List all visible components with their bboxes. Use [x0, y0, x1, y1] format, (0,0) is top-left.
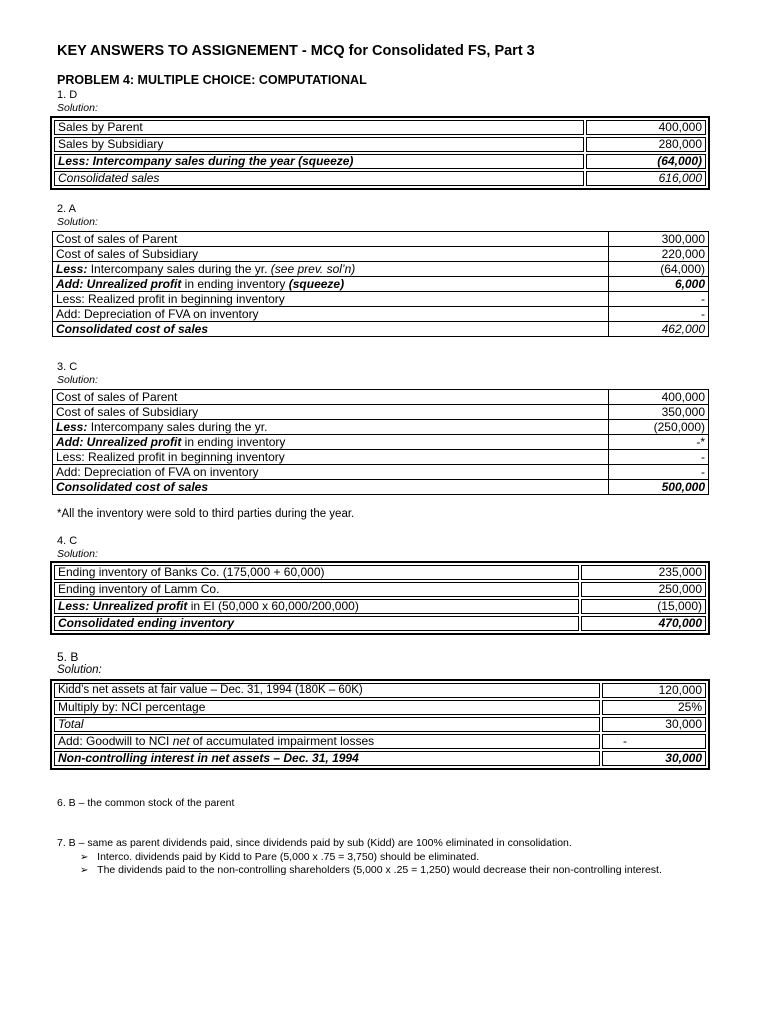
row-label [54, 734, 600, 749]
row-label: Total [54, 717, 600, 732]
table-row [53, 292, 709, 307]
row-amount: 220,000 [609, 247, 709, 262]
bullet-text: The dividends paid to the non-controlling shareholders (5,000 x .25 = 1,250) would decrease their non-controlling interest. [97, 864, 662, 876]
row-label [53, 277, 609, 292]
row-amount: 120,000 [602, 683, 706, 698]
q4-solution-label: Solution: [57, 548, 98, 560]
row-label: Consolidated ending inventory [54, 616, 579, 631]
table-row [53, 420, 709, 435]
row-label: Consolidated cost of sales [53, 480, 609, 495]
table-row [53, 307, 709, 322]
bullet-text: Interco. dividends paid by Kidd to Pare (5,000 x .75 = 3,750) should be eliminated. [97, 851, 480, 863]
table-row [54, 171, 706, 186]
row-amount: -* [609, 435, 709, 450]
row-label-body: of accumulated impairment losses [189, 734, 375, 748]
table-row [54, 700, 706, 715]
q6-answer: 6. B – the common stock of the parent [57, 797, 235, 809]
row-label: Less: Intercompany sales during the year (squeeze) [54, 154, 584, 169]
table-row [54, 582, 706, 597]
row-label-lead: Less: Unrealized profit [58, 599, 188, 613]
q5-answer: 5. B [57, 650, 79, 664]
table-row [54, 599, 706, 614]
table-row [54, 120, 706, 135]
row-label: Cost of sales of Subsidiary [53, 247, 609, 262]
q4-solution-table [50, 561, 710, 635]
q3-answer: 3. C [57, 361, 78, 373]
row-amount: - [602, 734, 706, 749]
q3-footnote: *All the inventory were sold to third parties during the year. [57, 508, 355, 520]
arrow-bullet-icon: ➢ [80, 852, 89, 863]
table-row [53, 247, 709, 262]
table-row [53, 232, 709, 247]
table-row [53, 277, 709, 292]
row-amount: 30,000 [602, 717, 706, 732]
row-amount: (15,000) [581, 599, 706, 614]
row-label-body: Intercompany sales during the yr. [87, 420, 268, 434]
row-label: Cost of sales of Parent [53, 232, 609, 247]
table-row [54, 616, 706, 631]
row-amount: 500,000 [609, 480, 709, 495]
row-amount: 235,000 [581, 565, 706, 580]
table-row [54, 751, 706, 766]
row-amount: 30,000 [602, 751, 706, 766]
row-label-body: in EI (50,000 x 60,000/200,000) [187, 599, 359, 613]
table-row [53, 322, 709, 337]
table-row [53, 435, 709, 450]
row-label [53, 262, 609, 277]
row-amount: - [609, 292, 709, 307]
table-row [53, 450, 709, 465]
row-label: Ending inventory of Lamm Co. [54, 582, 579, 597]
row-label-lead: Add: Goodwill to NCI [58, 734, 173, 748]
problem-heading: PROBLEM 4: MULTIPLE CHOICE: COMPUTATIONAL [57, 73, 367, 87]
table-row [54, 154, 706, 169]
table-row [54, 137, 706, 152]
row-label-lead: Add: Unrealized profit [56, 435, 182, 449]
q4-answer: 4. C [57, 535, 78, 547]
q2-solution-label: Solution: [57, 216, 98, 228]
table-row [54, 734, 706, 749]
row-label: Ending inventory of Banks Co. (175,000 + 60,000) [54, 565, 579, 580]
row-amount: 400,000 [609, 390, 709, 405]
table-row [54, 717, 706, 732]
row-label-body: in ending inventory [181, 277, 289, 291]
row-label: Sales by Subsidiary [54, 137, 584, 152]
list-item [80, 851, 479, 863]
row-amount: 350,000 [609, 405, 709, 420]
row-amount: (64,000) [609, 262, 709, 277]
table-row [53, 390, 709, 405]
row-label-lead: Add: Unrealized profit [56, 277, 182, 291]
table-row [53, 405, 709, 420]
row-amount: 400,000 [586, 120, 706, 135]
row-amount: 6,000 [609, 277, 709, 292]
row-label [53, 435, 609, 450]
list-item [80, 864, 662, 876]
row-label: Less: Realized profit in beginning inventory [53, 450, 609, 465]
row-label: Cost of sales of Parent [53, 390, 609, 405]
row-label: Sales by Parent [54, 120, 584, 135]
q5-solution-table [50, 679, 710, 770]
row-label: Kidd’s net assets at fair value – Dec. 31, 1994 (180K – 60K) [54, 683, 600, 698]
row-amount: 25% [602, 700, 706, 715]
row-amount: - [609, 450, 709, 465]
row-amount: 616,000 [586, 171, 706, 186]
row-label: Multiply by: NCI percentage [54, 700, 600, 715]
row-amount: 250,000 [581, 582, 706, 597]
table-row [53, 480, 709, 495]
row-label-body: Intercompany sales during the yr. [87, 262, 271, 276]
row-label-emphasis: net [172, 734, 190, 748]
table-row [53, 262, 709, 277]
table-row [54, 565, 706, 580]
q1-solution-label: Solution: [57, 102, 98, 114]
q2-answer: 2. A [57, 203, 76, 215]
row-label: Less: Realized profit in beginning inventory [53, 292, 609, 307]
table-row [54, 683, 706, 698]
row-label-lead: Less: [56, 262, 88, 276]
row-label: Cost of sales of Subsidiary [53, 405, 609, 420]
q1-solution-table [50, 116, 710, 190]
arrow-bullet-icon: ➢ [80, 865, 89, 876]
q5-solution-label: Solution: [57, 664, 102, 676]
row-label-lead: Less: [56, 420, 88, 434]
row-label: Add: Depreciation of FVA on inventory [53, 465, 609, 480]
row-amount: 470,000 [581, 616, 706, 631]
q3-solution-label: Solution: [57, 374, 98, 386]
row-amount: - [609, 465, 709, 480]
page-title: KEY ANSWERS TO ASSIGNEMENT - MCQ for Consolidated FS, Part 3 [57, 43, 535, 59]
row-amount: 462,000 [609, 322, 709, 337]
row-label [53, 420, 609, 435]
row-amount: (64,000) [586, 154, 706, 169]
row-label-note: (see prev. sol’n) [270, 262, 356, 276]
q2-solution-table [52, 231, 709, 337]
q3-solution-table [52, 389, 709, 495]
row-amount: (250,000) [609, 420, 709, 435]
row-label: Consolidated cost of sales [53, 322, 609, 337]
row-amount: 300,000 [609, 232, 709, 247]
q7-answer: 7. B – same as parent dividends paid, since dividends paid by sub (Kidd) are 100% eliminated in consolidation. [57, 837, 572, 849]
row-label: Add: Depreciation of FVA on inventory [53, 307, 609, 322]
row-label-body: in ending inventory [181, 435, 286, 449]
row-label: Non-controlling interest in net assets – Dec. 31, 1994 [54, 751, 600, 766]
row-amount: - [609, 307, 709, 322]
row-label-note: (squeeze) [288, 277, 345, 291]
row-label [54, 599, 579, 614]
row-label: Consolidated sales [54, 171, 584, 186]
row-amount: 280,000 [586, 137, 706, 152]
table-row [53, 465, 709, 480]
q1-answer: 1. D [57, 89, 78, 101]
